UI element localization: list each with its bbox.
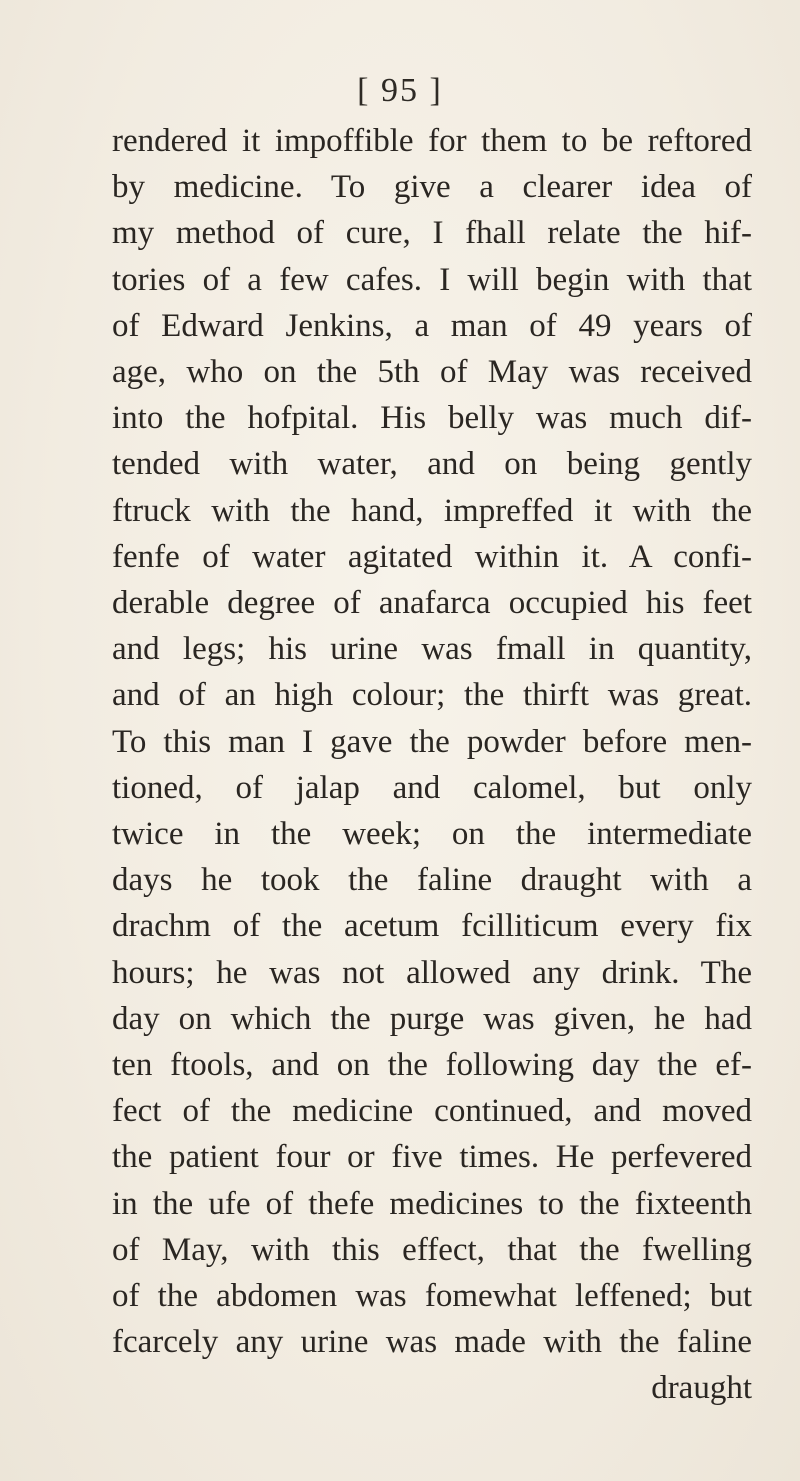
text-line: fect of the medicine continued, and moved bbox=[112, 1093, 752, 1130]
text-line: drachm of the acetum fcilliticum every fix bbox=[112, 908, 752, 945]
text-line: my method of cure, I fhall relate the hif- bbox=[112, 215, 752, 252]
text-line: of the abdomen was fomewhat leffened; but bbox=[112, 1278, 752, 1314]
text-line: ftruck with the hand, impreffed it with the bbox=[112, 492, 752, 529]
text-line: day on which the purge was given, he had bbox=[112, 1000, 752, 1037]
catchword: draught bbox=[651, 1370, 752, 1407]
page-number: [ 95 ] bbox=[357, 72, 443, 109]
text-line: twice in the week; on the intermediate bbox=[112, 816, 752, 852]
text-line: and legs; his urine was fmall in quantity, bbox=[112, 631, 752, 668]
text-line: ten ftools, and on the following day the ef- bbox=[112, 1047, 752, 1083]
text-line: days he took the faline draught with a bbox=[112, 862, 752, 899]
text-line: into the hofpital. His belly was much dif- bbox=[112, 400, 752, 437]
text-line: fcarcely any urine was made with the faline bbox=[112, 1324, 752, 1361]
text-line: derable degree of anafarca occupied his feet bbox=[112, 585, 752, 621]
text-line: age, who on the 5th of May was received bbox=[112, 354, 752, 390]
text-line: fenfe of water agitated within it. A confi- bbox=[112, 538, 752, 575]
text-line: tioned, of jalap and calomel, but only bbox=[112, 769, 752, 806]
text-line: rendered it impoffible for them to be reftored bbox=[112, 123, 752, 159]
text-line: in the ufe of thefe medicines to the fixteenth bbox=[112, 1185, 752, 1222]
text-line: by medicine. To give a clearer idea of bbox=[112, 169, 752, 206]
text-line: hours; he was not allowed any drink. The bbox=[112, 954, 752, 991]
text-line: tended with water, and on being gently bbox=[112, 446, 752, 483]
text-line: and of an high colour; the thirft was great. bbox=[112, 677, 752, 714]
text-line: of May, with this effect, that the fwelling bbox=[112, 1231, 752, 1268]
text-line: To this man I gave the powder before men- bbox=[112, 723, 752, 760]
text-line: tories of a few cafes. I will begin with that bbox=[112, 261, 752, 298]
text-line: the patient four or five times. He perfevered bbox=[112, 1139, 752, 1176]
text-line: of Edward Jenkins, a man of 49 years of bbox=[112, 307, 752, 344]
